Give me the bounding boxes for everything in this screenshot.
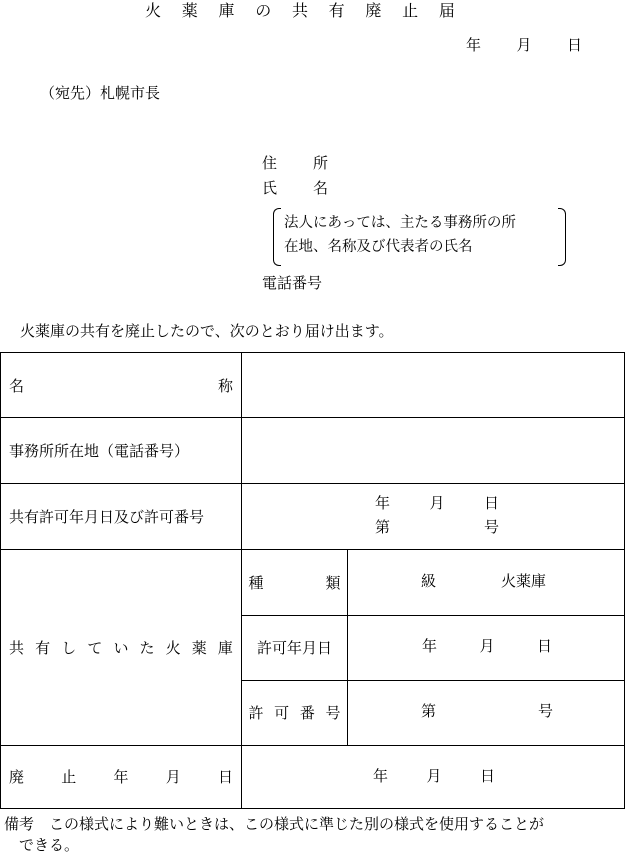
title-char: の [255,1,272,20]
value-char: 月 [479,637,495,655]
label-char: 名 [9,376,25,395]
label-char: 月 [165,768,181,786]
label-char: 薬 [191,638,207,657]
title-char: 届 [438,1,455,20]
label-char: 止 [61,768,77,786]
label-char: 日 [217,768,233,786]
value-char: 号 [483,518,499,536]
permit-label: 共有許可年月日及び許可番号 [9,507,205,526]
value-char: 日 [536,637,552,655]
label-char: 番 [299,704,315,722]
name-label-char: 氏 [262,179,278,197]
value-char: 第 [421,702,437,720]
value-char: 月 [426,767,442,785]
address-label-char: 住 [262,154,278,172]
remarks-line1: 備考 この様式により難いときは、この様式に準じた別の様式を使用することが [4,815,545,833]
remarks [4,814,624,856]
remarks-line2: できる。 [4,836,80,854]
label-char: 庫 [217,638,233,657]
document-title [145,3,455,19]
abolish-date-value [373,769,495,784]
label-char: 称 [217,376,233,395]
permit-num-value [421,704,553,719]
shared-magazine-label-cell [1,549,241,745]
label-char: て [87,638,103,657]
date-month: 月 [516,36,532,54]
value-char: 年 [373,767,389,785]
name-label [262,181,328,196]
kind-label-cell [242,549,347,615]
date-year: 年 [466,36,482,54]
label-char: い [113,638,129,657]
kind-type-value: 火薬庫 [501,572,547,590]
label-char: た [139,638,155,657]
title-char: 廃 [365,1,382,20]
phone-label: 電話番号 [262,274,323,292]
intro-text: 火薬庫の共有を廃止したので、次のとおり届け出ます。 [20,322,394,340]
title-char: 火 [145,1,162,20]
label-char: 号 [325,704,341,722]
title-char: 止 [402,1,419,20]
permit-date-value [375,496,499,511]
label-char: 種 [248,573,264,592]
permit-ymd-value [422,639,552,654]
kind-grade-value: 級 [421,572,437,590]
label-char: 共 [9,638,25,657]
value-char: 年 [375,494,391,512]
permit-label-cell [1,483,241,549]
label-char: 類 [325,573,341,592]
label-char: 廃 [9,768,25,786]
name-label-char: 名 [312,179,328,197]
date-day: 日 [566,36,582,54]
title-char: 有 [328,1,345,20]
juridical-note-line2: 在地、名称及び代表者の氏名 [284,239,473,255]
label-char: 許 [248,704,264,722]
value-char: 第 [375,518,391,536]
label-char: 年 [113,768,129,786]
value-char: 日 [483,494,499,512]
office-label: 事務所所在地（電話番号） [9,441,190,460]
value-char: 号 [537,702,553,720]
label-char: 火 [165,638,181,657]
address-label-char: 所 [312,154,328,172]
notification-table [0,352,625,809]
address-label [262,156,328,171]
permit-ymd-label-cell [242,615,347,680]
label-char: し [61,638,77,657]
label-char: 有 [35,638,51,657]
title-char: 薬 [181,1,198,20]
title-char: 共 [291,1,308,20]
label-char: 可 [274,704,290,722]
submission-date [466,38,582,53]
value-char: 月 [429,494,445,512]
left-bracket [273,208,281,266]
permit-ymd-label: 許可年月日 [256,639,332,657]
juridical-note-line1: 法人にあっては、主たる事務所の所 [284,215,516,231]
value-char: 年 [422,637,438,655]
abolish-label-cell [1,745,241,808]
value-char: 日 [479,767,495,785]
title-char: 庫 [218,1,235,20]
name-label-cell [1,353,241,417]
office-label-cell [1,417,241,483]
addressee: （宛先）札幌市長 [40,84,161,102]
permit-num-label-cell [242,680,347,745]
permit-number-value [375,520,499,535]
col-divider [347,549,348,745]
